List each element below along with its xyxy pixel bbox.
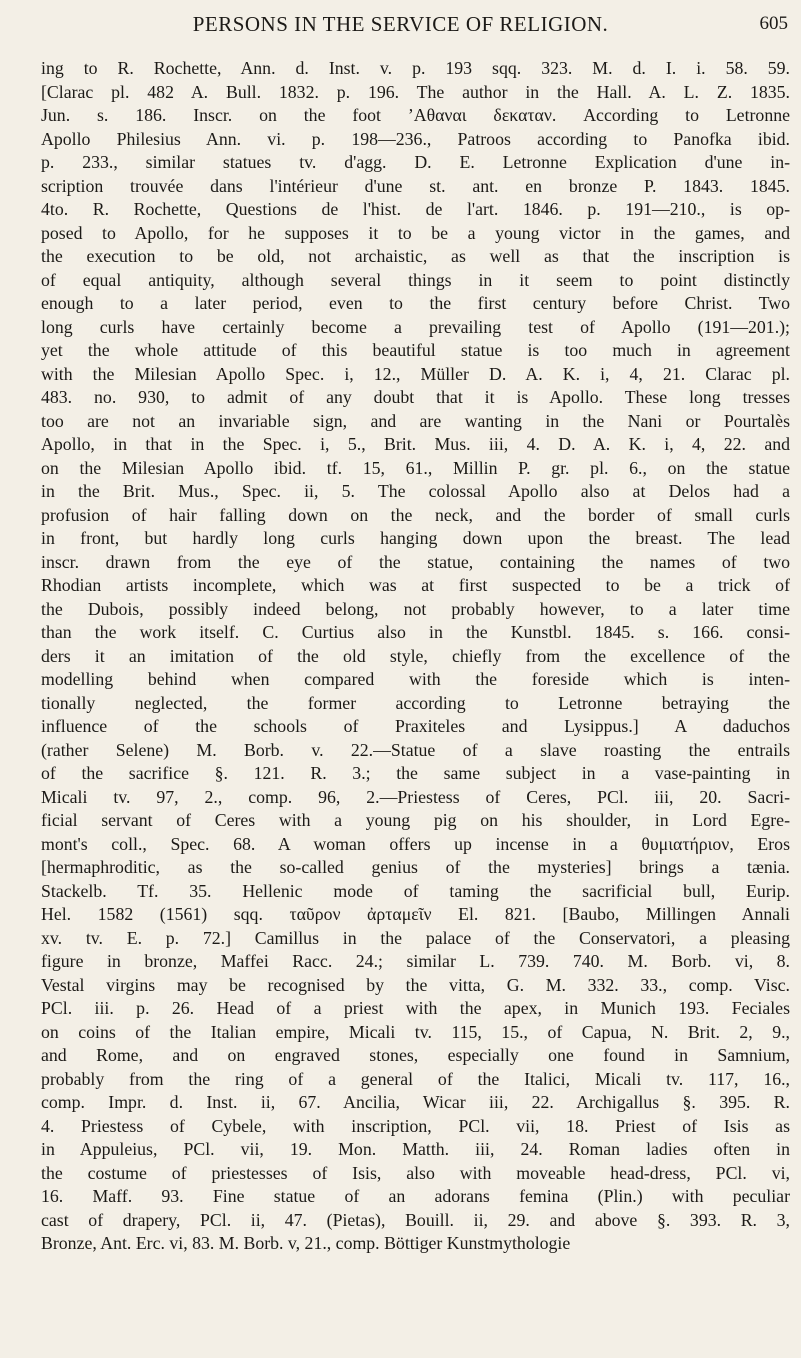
text-line: 483. no. 930, to admit of any doubt that it is Apollo. These long tresses [41, 387, 790, 407]
text-line: Vestal virgins may be recognised by the vitta, G. M. 332. 33., comp. Visc. [41, 974, 790, 995]
text-line: influence of the schools of Praxiteles and Lysippus.] A daduchos [41, 716, 790, 736]
body-text [41, 57, 790, 1256]
text-line: on coins of the Italian empire, Micali tv. 115, 15., of Capua, N. Brit. 2, 9., [41, 1021, 790, 1042]
text-line: yet the whole attitude of this beautiful statue is too much in agreement [41, 340, 790, 360]
text-line: long curls have certainly become a prevailing test of Apollo (191—201.); [41, 316, 790, 337]
text-line: inscr. drawn from the eye of the statue, containing the names of two [41, 551, 790, 572]
running-title: PERSONS IN THE SERVICE OF RELIGION. [192, 12, 609, 36]
text-line: in front, but hardly long curls hanging down upon the breast. The lead [41, 528, 790, 548]
text-line: Apollo Philesius Ann. vi. p. 198—236., Patroos according to Panofka ibid. [41, 128, 790, 149]
text-line: Hel. 1582 (1561) sqq. ταῦρον ἀρταμεῖν El. 821. [Baubo, Millingen Annali [41, 904, 790, 924]
text-line: in the Brit. Mus., Spec. ii, 5. The colossal Apollo also at Delos had a [41, 481, 790, 501]
text-line: p. 233., similar statues tv. d'agg. D. E. Letronne Explication d'une in- [41, 152, 790, 172]
text-line: Bronze, Ant. Erc. vi, 83. M. Borb. v, 21., comp. Böttiger Kunstmythologie [41, 1233, 571, 1253]
text-line: too are not an invariable sign, and are wanting in the Nani or Pourtalès [41, 410, 790, 431]
text-line: enough to a later period, even to the first century before Christ. Two [41, 293, 790, 313]
text-line: and Rome, and on engraved stones, especially one found in Samnium, [41, 1045, 790, 1065]
text-line: figure in bronze, Maffei Racc. 24.; similar L. 739. 740. M. Borb. vi, 8. [41, 951, 790, 971]
text-line: [Clarac pl. 482 A. Bull. 1832. p. 196. The author in the Hall. A. L. Z. 1835. [41, 81, 790, 102]
text-line: ders it an imitation of the old style, chiefly from the excellence of the [41, 645, 790, 666]
text-line: Jun. s. 186. Inscr. on the foot ’Αθαναι δεκαταν. According to Letronne [41, 105, 790, 125]
text-line: Micali tv. 97, 2., comp. 96, 2.—Priestess of Ceres, PCl. iii, 20. Sacri- [41, 786, 790, 807]
text-line: the execution to be old, not archaistic, as well as that the inscription is [41, 246, 790, 266]
page-number: 605 [759, 13, 788, 34]
text-line: cast of drapery, PCl. ii, 47. (Pietas), Bouill. ii, 29. and above §. 393. R. 3, [41, 1209, 790, 1230]
text-line: comp. Impr. d. Inst. ii, 67. Ancilia, Wicar iii, 22. Archigallus §. 395. R. [41, 1092, 790, 1112]
text-line: posed to Apollo, for he supposes it to be a young victor in the games, and [41, 222, 790, 243]
text-line: of equal antiquity, although several things in it seem to point distinctly [41, 269, 790, 290]
text-line: than the work itself. C. Curtius also in the Kunstbl. 1845. s. 166. consi- [41, 622, 790, 642]
text-line: scription trouvée dans l'intérieur d'une st. ant. en bronze P. 1843. 1845. [41, 175, 790, 196]
text-line: ing to R. Rochette, Ann. d. Inst. v. p. 193 sqq. 323. M. d. I. i. 58. 59. [41, 58, 790, 78]
text-line: 4to. R. Rochette, Questions de l'hist. de l'art. 1846. p. 191—210., is op- [41, 199, 790, 219]
page-header [0, 12, 801, 42]
text-line: the costume of priestesses of Isis, also with moveable head-dress, PCl. vi, [41, 1162, 790, 1183]
text-line: xv. tv. E. p. 72.] Camillus in the palace of the Conservatori, a pleasing [41, 927, 790, 948]
text-line: probably from the ring of a general of the Italici, Micali tv. 117, 16., [41, 1068, 790, 1089]
text-line: modelling behind when compared with the foreside which is inten- [41, 669, 790, 689]
text-line: Stackelb. Tf. 35. Hellenic mode of taming the sacrificial bull, Eurip. [41, 880, 790, 901]
text-line: with the Milesian Apollo Spec. i, 12., Müller D. A. K. i, 4, 21. Clarac pl. [41, 363, 790, 384]
text-line: mont's coll., Spec. 68. A woman offers up incense in a θυμιατήριον, Eros [41, 833, 790, 854]
text-line: Rhodian artists incomplete, which was at first suspected to be a trick of [41, 575, 790, 595]
text-line: the Dubois, possibly indeed belong, not probably however, to a later time [41, 598, 790, 619]
text-line: of the sacrifice §. 121. R. 3.; the same subject in a vase-painting in [41, 763, 790, 783]
text-line: tionally neglected, the former according to Letronne betraying the [41, 692, 790, 713]
text-line: 16. Maff. 93. Fine statue of an adorans femina (Plin.) with peculiar [41, 1186, 790, 1206]
text-line: PCl. iii. p. 26. Head of a priest with the apex, in Munich 193. Feciales [41, 998, 790, 1018]
text-line: (rather Selene) M. Borb. v. 22.—Statue of a slave roasting the entrails [41, 739, 790, 760]
text-line: in Appuleius, PCl. vii, 19. Mon. Matth. iii, 24. Roman ladies often in [41, 1139, 790, 1159]
text-line: profusion of hair falling down on the neck, and the border of small curls [41, 504, 790, 525]
text-line: [hermaphroditic, as the so-called genius of the mysteries] brings a tænia. [41, 857, 790, 877]
text-line: on the Milesian Apollo ibid. tf. 15, 61., Millin P. gr. pl. 6., on the statue [41, 457, 790, 478]
text-line: ficial servant of Ceres with a young pig on his shoulder, in Lord Egre- [41, 810, 790, 830]
text-line: 4. Priestess of Cybele, with inscription, PCl. vii, 18. Priest of Isis as [41, 1115, 790, 1136]
text-line: Apollo, in that in the Spec. i, 5., Brit. Mus. iii, 4. D. A. K. i, 4, 22. and [41, 434, 790, 454]
